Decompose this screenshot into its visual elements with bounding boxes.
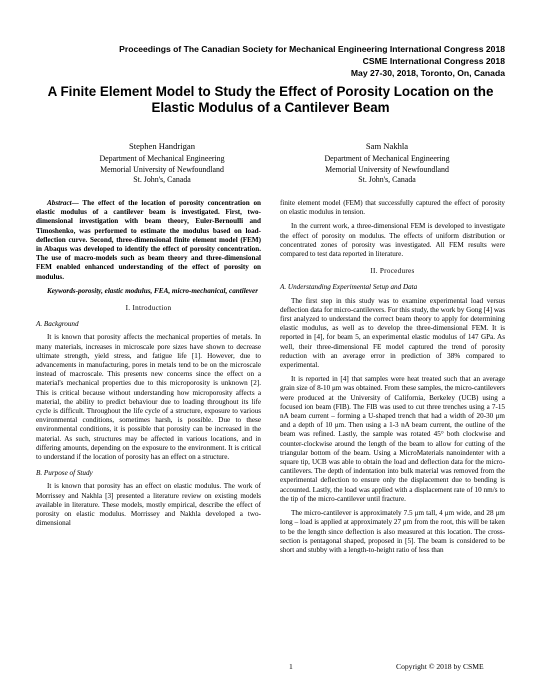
subsection-heading-background: A. Background	[36, 320, 79, 329]
author-name: Stephen Handrigan	[128, 141, 196, 151]
paragraph-samples: It is reported in [4] that samples were heat treated such that an average grain size of 8-10 μm was obtained. From these samples, the micro-cantilevers were produced at the University of California, Berkeley (UCB) using a focused ion beam (FIB). The FIB was used to cut three trenches using a 7-15 nA beam current – forming a U-shaped trench that had a width of 20-30 μm and a depth of 10 μm. Then using a 1-3 nA beam current, the outline of the beam was refined. Lastly, the sample was rotated 45° both clockwise and counter-clockwise around the length of the beam to allow for cutting of the triangular bottom of the beam. Using a MicroMaterials nanoindenter with a square tip, UCB was able to obtain the load and deflection data for the micro-cantilevers. The depth of indentation into bulk material was removed from the experimental deflection to ensure only the displacement due to bending is accounted. Lastly, the load was applied with a displacement rate of 10 nm/s to the tip of the micro-cantilever until fracture.	[280, 375, 505, 503]
paragraph-purpose: It is known that porosity has an effect on elastic modulus. The work of Morrissey and Nakhla [3] presented a literature review on existing models available in literature. These models, mostly empirical, describe the effect of porosity on elastic modulus. Morrissey and Nakhla developed a two-dimensional	[36, 482, 261, 528]
copyright-notice: Copyright © 2018 by CSME	[396, 662, 484, 671]
keywords: Keywords-porosity, elastic modulus, FEA, micro-mechanical, cantilever	[47, 286, 258, 295]
conference-header	[119, 44, 505, 79]
subsection-heading-experimental: A. Understanding Experimental Setup and Data	[280, 283, 418, 292]
author-location: St. John's, Canada	[133, 175, 191, 185]
section-heading-procedures: II. Procedures	[370, 267, 415, 276]
author-department: Department of Mechanical Engineering	[99, 154, 225, 164]
header-line-dates: May 27-30, 2018, Toronto, On, Canada	[350, 68, 505, 78]
author-university: Memorial University of Newfoundland	[100, 164, 224, 174]
header-line-proceedings: Proceedings of The Canadian Society for Mechanical Engineering International Congress 2018	[119, 44, 505, 54]
author-block-2	[287, 141, 487, 186]
paragraph-micro-cantilever: The micro-cantilever is approximately 7.5 μm tall, 4 μm wide, and 28 μm long – load is applied at approximately 27 μm from the root, this will be taken to be the length since deflection is also measured at this location. The cross-section is pentagonal shaped, proposed in [5]. The beam is considered to be short and stubby with a length-to-height ratio of less than	[280, 509, 505, 554]
left-column	[36, 199, 261, 534]
section-heading-introduction: I. Introduction	[125, 304, 172, 313]
abstract-lead: Abstract—	[47, 199, 79, 207]
paragraph-continued: finite element model (FEM) that successfully captured the effect of porosity on elastic modulus in tension.	[280, 199, 505, 217]
abstract	[36, 199, 261, 282]
right-column	[280, 199, 505, 560]
page-number: 1	[289, 662, 293, 671]
paragraph-current-work: In the current work, a three-dimensional FEM is developed to investigate the effect of porosity on modulus. The effects of uniform distribution or concentrated zones of porosity was investigated. All FEM results were compared to test data reported in literature.	[280, 222, 505, 259]
author-location: St. John's, Canada	[358, 175, 416, 185]
subsection-heading-purpose: B. Purpose of Study	[36, 469, 93, 478]
paragraph-background: It is known that porosity affects the mechanical properties of metals. In many materials, increases in microscale pore sizes have shown to decrease ultimate strength, yield stress, and fatigue life [1]. However, due to advancements in manufacturing, pores in metals tend to be on the microscale instead of macroscale. This presents new concerns since the effect on a material's mechanical properties due to this microporosity is unknown [2]. This is critical because without understanding how microporosity affects a material, the ability to predict behaviour due to loading throughout its life cycle is difficult. Throughout the life cycle of a structure, exposure to various environmental conditions, sometimes harsh, is possible. Due to these environmental conditions, it is possible that porosity can be increased in the material. As such, structures may be affected in various locations, and in differing amounts, depending on the exposure to the environment. It is critical to understand if the location of porosity has an effect on a structure.	[36, 333, 261, 462]
paper-title: A Finite Element Model to Study the Effect of Porosity Location on the Elastic Modulus of a Cantilever Beam	[47, 84, 494, 115]
abstract-text: The effect of the location of porosity concentration on elastic modulus of a cantilever beam is investigated. First, two-dimensional investigation with beam theory, Euler-Bernoulli and Timoshenko, was performed to estimate the modulus based on load-deflection curve. Second, three-dimensional finite element model (FEM) in Abaqus was developed to identify the effect of porosity concentration. The use of macro-models such as beam theory and three-dimensional FEM enabled enhanced understanding of the effect of porosity on modulus.	[36, 199, 261, 281]
header-line-congress: CSME International Congress 2018	[362, 56, 505, 66]
author-block-1	[62, 141, 262, 186]
author-department: Department of Mechanical Engineering	[324, 154, 450, 164]
paragraph-first-step: The first step in this study was to examine experimental load versus deflection data for micro-cantilevers. For this study, the work by Gong [4] was first analyzed to understand the correct beam theory to apply for determining elastic modulus, as well as to develop the three-dimensional FEM. It is reported in [4], for beam 5, an experimental elastic modulus of 147 GPa. As well, their three-dimensional FE model captured the trend of porosity reduction with an average error in prediction of 38% compared to experimental.	[280, 296, 505, 370]
author-name: Sam Nakhla	[365, 141, 409, 151]
author-university: Memorial University of Newfoundland	[325, 164, 449, 174]
